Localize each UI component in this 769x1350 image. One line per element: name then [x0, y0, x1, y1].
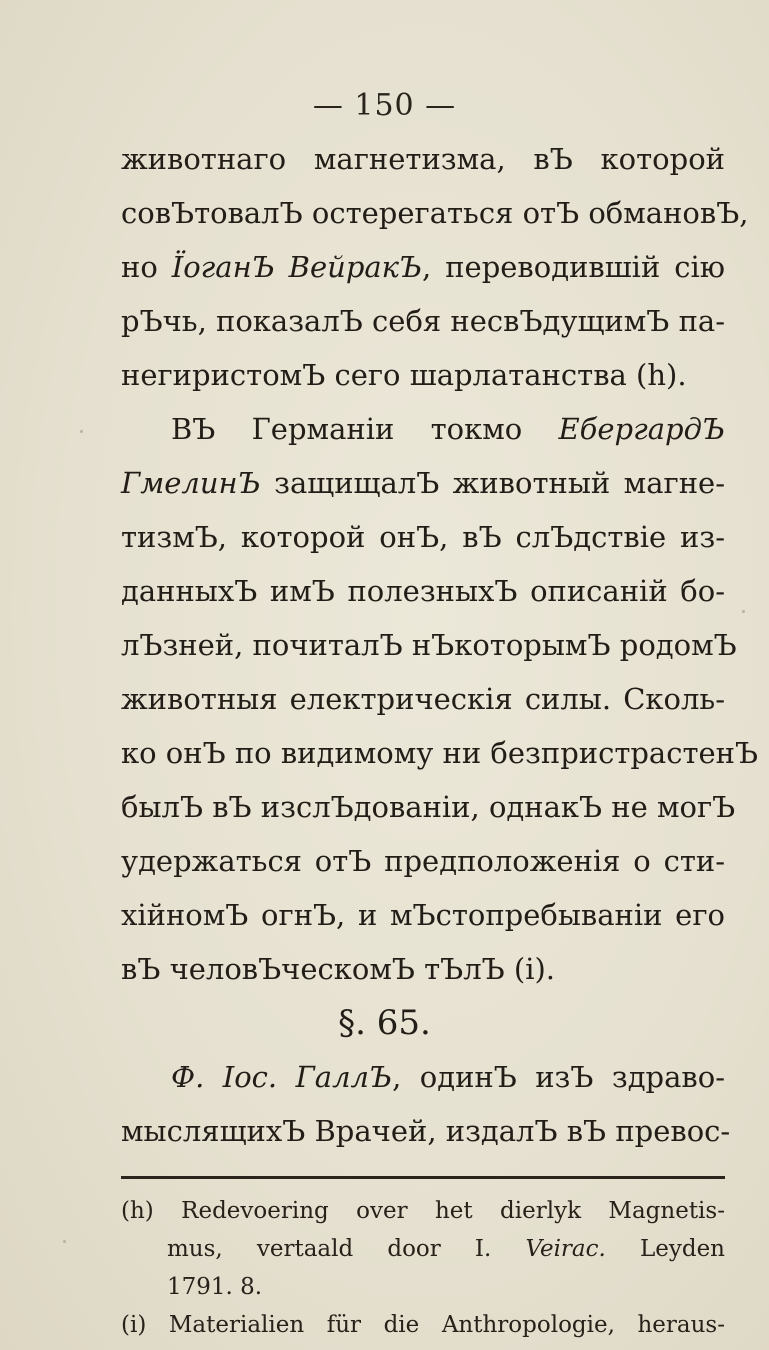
footnote-line: 1791. 8. [167, 1274, 263, 1300]
italic-name: Veirac. [525, 1236, 606, 1262]
footnote-line: mus, vertaald door I. Veirac. Leyden [167, 1236, 725, 1262]
text-line: животнаго магнетизма, вЪ которой [121, 142, 725, 176]
paper-speck [742, 610, 745, 613]
section-heading: §. 65. [338, 1003, 431, 1043]
text-line: негиристомЪ сего шарлатанства (h). [121, 358, 687, 392]
text-line: но ЇоганЪ ВейракЪ, переводившій сію [121, 250, 725, 284]
text-line: мыслящихЪ Врачей, издалЪ вЪ превос- [121, 1114, 731, 1148]
text-line: удержаться отЪ предположенія о сти- [121, 844, 725, 878]
text-line: ГмелинЪ защищалЪ животный магне- [121, 466, 725, 500]
text-line: совЪтовалЪ остерегаться отЪ обмановЪ, [121, 196, 749, 230]
italic-name: ЕбергардЪ [558, 412, 725, 446]
italic-name: ГмелинЪ [121, 466, 261, 500]
text-line: былЪ вЪ изслЪдованіи, однакЪ не могЪ [121, 790, 736, 824]
text-line: ВЪ Германіи токмо ЕбергардЪ [171, 412, 725, 446]
footnote-line: (i) Materialien für die Anthropologie, heraus- [121, 1312, 725, 1338]
paper-speck [63, 1240, 66, 1243]
text-line: хійномЪ огнЪ, и мЪстопребываніи его [121, 898, 725, 932]
text-line: животныя електрическія силы. Сколь- [121, 682, 725, 716]
text-line: лЪзней, почиталЪ нЪкоторымЪ родомЪ [121, 628, 737, 662]
page-number: — 150 — [312, 88, 457, 123]
text-line: тизмЪ, которой онЪ, вЪ слЪдствіе из- [121, 520, 725, 554]
italic-name: ЇоганЪ ВейракЪ [171, 250, 423, 284]
text-line: данныхЪ имЪ полезныхЪ описаній бо- [121, 574, 725, 608]
italic-name: Ф. Іос. ГаллЪ [171, 1060, 393, 1094]
text-line: ко онЪ по видимому ни безпристрастенЪ [121, 736, 759, 770]
text-line: Ф. Іос. ГаллЪ, одинЪ изЪ здраво- [171, 1060, 725, 1094]
paper-speck [80, 430, 83, 433]
footnote-line: (h) Redevoering over het dierlyk Magnetis- [121, 1198, 725, 1224]
text-line: вЪ человЪческомЪ тЪлЪ (i). [121, 952, 556, 986]
footnote-divider [121, 1176, 725, 1179]
text-line: рЪчь, показалЪ себя несвЪдущимЪ па- [121, 304, 725, 338]
